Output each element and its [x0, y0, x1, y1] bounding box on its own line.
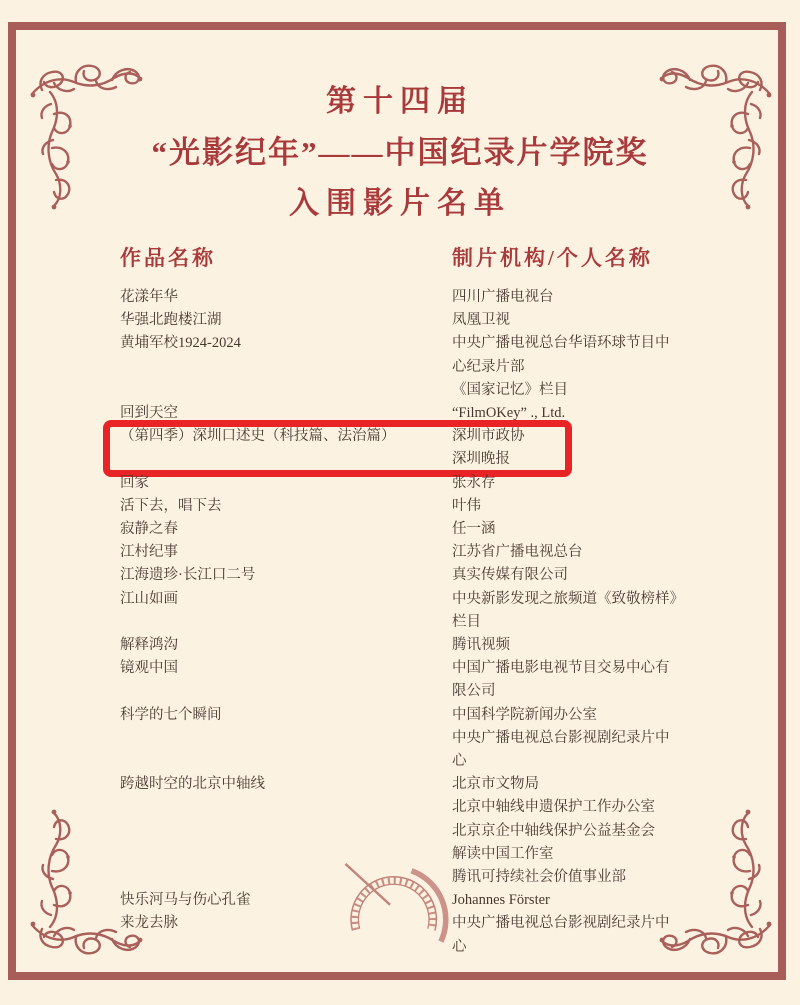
producer-name-line: 凤凰卫视 — [452, 312, 510, 329]
work-title: 快乐河马与伤心孔雀 — [120, 892, 251, 909]
producer-name-line: 四川广播电视台 — [452, 289, 554, 305]
work-title: 回家 — [120, 474, 149, 491]
producer-names — [452, 518, 680, 541]
work-title: 江山如画 — [120, 590, 178, 607]
producer-names — [452, 588, 680, 634]
producer-names — [452, 332, 680, 402]
table-row — [120, 495, 680, 518]
table-row — [120, 657, 680, 703]
table-row — [120, 518, 680, 541]
producer-names — [452, 495, 680, 518]
producer-names — [452, 541, 680, 564]
producer-name-line: 北京市文物局 — [452, 776, 539, 793]
title-line-edition: 第十四届 — [326, 85, 474, 118]
producer-name-line: “FilmOKey” ., Ltd. — [452, 405, 566, 422]
producer-name-line: 任一涵 — [452, 521, 496, 538]
work-title: 江海遗珍·长江口二号 — [120, 567, 256, 584]
work-title: 科学的七个瞬间 — [120, 706, 222, 723]
producer-name-line: 解读中国工作室 — [452, 845, 554, 862]
producer-names — [452, 634, 680, 657]
work-title: 寂静之春 — [120, 521, 178, 538]
work-title: 华强北跑楼江湖 — [120, 312, 222, 329]
producer-name-line: 中央广播电视总台华语环球节目中心纪录片部 — [452, 335, 670, 375]
work-title: 花漾年华 — [120, 289, 178, 305]
producer-name-line: 真实传媒有限公司 — [452, 567, 568, 584]
work-title: 镜观中国 — [120, 660, 178, 677]
producer-name-line: 叶伟 — [452, 497, 481, 514]
film-reel-gauge-ornament-icon — [338, 854, 468, 948]
producer-name-line: 腾讯可持续社会价值事业部 — [452, 869, 626, 886]
producer-names — [452, 472, 680, 495]
producer-name-line: 中央广播电视总台影视剧纪录片中心 — [452, 729, 670, 770]
column-headers — [120, 242, 740, 272]
producer-name-line: 张永存 — [452, 474, 496, 491]
producer-names — [452, 704, 680, 774]
table-row — [120, 402, 680, 425]
table-row — [120, 286, 680, 309]
column-header-work: 作品名称 — [120, 246, 216, 270]
producer-names — [452, 564, 680, 587]
title-line-list: 入围影片名单 — [289, 187, 511, 220]
work-title: 黄埔军校1924-2024 — [120, 335, 241, 352]
producer-name-line: 中央新影发现之旅频道《致敬榜样》栏目 — [452, 590, 677, 630]
producer-names — [452, 309, 680, 332]
producer-names — [452, 657, 680, 703]
table-row — [120, 704, 680, 774]
table-row — [120, 564, 680, 587]
producer-name-line: 腾讯视频 — [452, 637, 510, 654]
work-title: 江村纪事 — [120, 544, 178, 561]
producer-name-line: 北京京企中轴线保护公益基金会 — [452, 822, 655, 839]
work-title: 来龙去脉 — [120, 915, 178, 932]
producer-names — [452, 402, 680, 425]
work-title: 活下去，唱下去 — [120, 497, 222, 514]
producer-names — [452, 425, 680, 471]
producer-name-line: 深圳晚报 — [452, 451, 510, 468]
producer-names — [452, 889, 680, 912]
producer-name-line: Johannes Förster — [452, 892, 550, 909]
table-row — [120, 425, 680, 471]
producer-name-line: 深圳市政协 — [452, 428, 525, 445]
producer-name-line: 北京中轴线申遗保护工作办公室 — [452, 799, 655, 816]
producer-name-line: 中国广播电影电视节目交易中心有限公司 — [452, 660, 670, 700]
table-row — [120, 472, 680, 495]
work-title: 解释鸿沟 — [120, 637, 178, 654]
table-row — [120, 309, 680, 332]
producer-name-line: 《国家记忆》栏目 — [452, 381, 568, 398]
table-row — [120, 541, 680, 564]
producer-name-line: 江苏省广播电视总台 — [452, 544, 583, 561]
producer-name-line: 中央广播电视总台影视剧纪录片中心 — [452, 915, 670, 955]
table-row — [120, 332, 680, 402]
table-row — [120, 588, 680, 634]
document-title — [0, 76, 800, 229]
producer-names — [452, 773, 680, 889]
producer-names — [452, 912, 680, 958]
work-title: 回到天空 — [120, 405, 178, 422]
work-title: 跨越时空的北京中轴线 — [120, 776, 265, 793]
column-header-producer: 制片机构/个人名称 — [452, 246, 653, 270]
title-line-award: “光影纪年”——中国纪录片学院奖 — [151, 135, 649, 170]
table-row — [120, 634, 680, 657]
producer-names — [452, 286, 680, 309]
producer-name-line: 中国科学院新闻办公室 — [452, 706, 597, 723]
work-title: （第四季）深圳口述史（科技篇、法治篇） — [120, 428, 396, 445]
